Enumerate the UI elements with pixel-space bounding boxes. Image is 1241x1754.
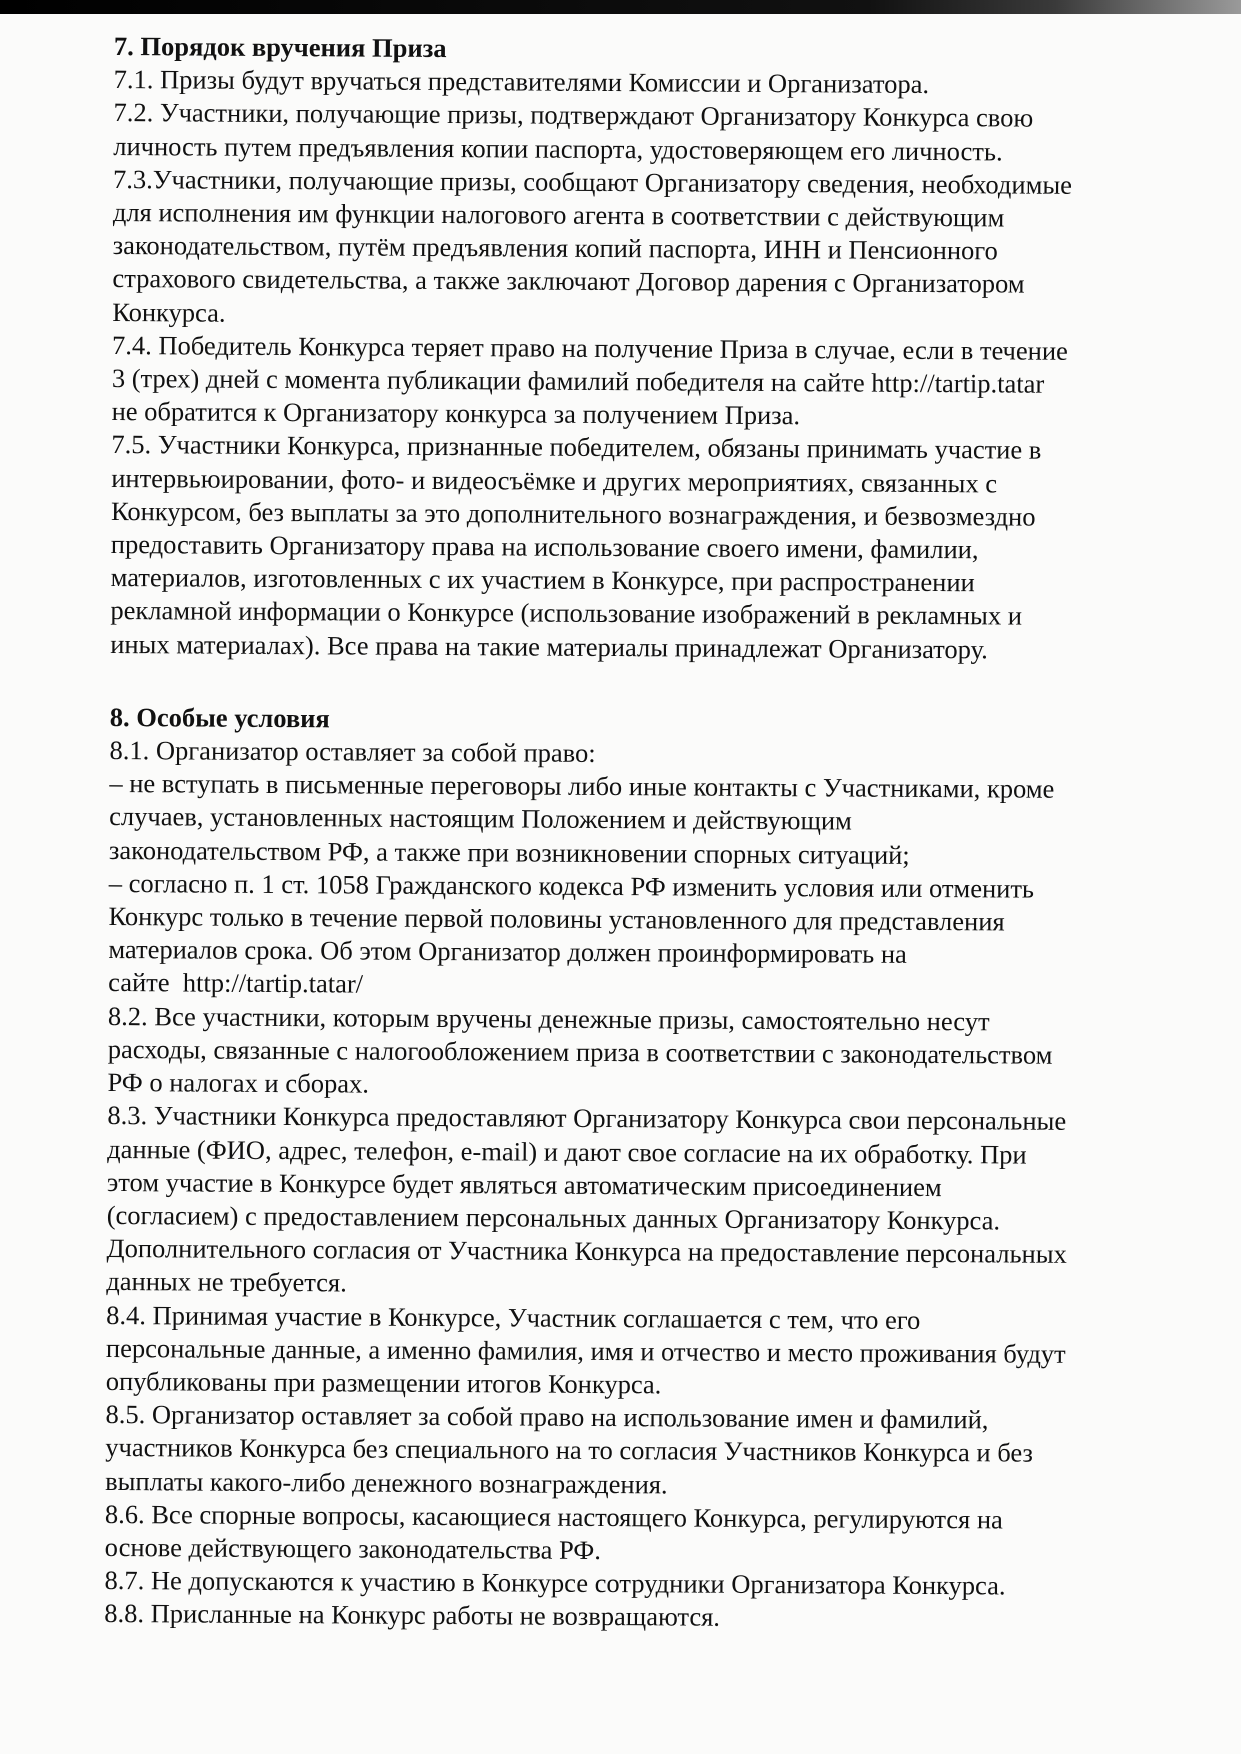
paragraph-line: – согласно п. 1 ст. 1058 Гражданского кодекса РФ изменить условия или отменить	[108, 867, 1035, 904]
paragraph-line: данные (ФИО, адрес, телефон, e-mail) и дают свое согласие на их обработку. При	[107, 1133, 1027, 1170]
paragraph-line: (согласием) с предоставлением персональных данных Организатору Конкурса.	[106, 1199, 1001, 1236]
paragraph-line: случаев, установленных настоящим Положением и действующим	[109, 801, 852, 836]
paragraph-line: выплаты какого-либо денежного вознаграждения.	[105, 1465, 668, 1499]
paragraph-line: 7.3.Участники, получающие призы, сообщают Организатору сведения, необходимые	[112, 163, 1073, 200]
paragraph-line: личность путем предъявления копии паспорта, удостоверяющем его личность.	[113, 130, 1003, 167]
paragraph-line: 8.3. Участники Конкурса предоставляют Организатору Конкурса свои персональные	[107, 1100, 1067, 1137]
paragraph-line: 8.7. Не допускаются к участию в Конкурсе сотрудники Организатора Конкурса.	[104, 1565, 1006, 1601]
section-special-conditions	[104, 701, 1170, 1637]
paragraph-line: 8.4. Принимая участие в Конкурсе, Участник соглашается с тем, что его	[106, 1299, 921, 1335]
paragraph-line: основе действующего законодательства РФ.	[104, 1531, 601, 1565]
paragraph-line: расходы, связанные с налогообложением приза в соответствии с законодательством	[107, 1033, 1053, 1070]
paragraph-line: РФ о налогах и сборах.	[107, 1067, 370, 1099]
paragraph-line: 8.1. Организатор оставляет за собой право:	[109, 735, 596, 769]
paragraph-line: материалов срока. Об этом Организатор должен проинформировать на	[108, 934, 907, 970]
paragraph-line: Конкурс только в течение первой половины установленного для представления	[108, 901, 1005, 937]
paragraph-line: 3 (трех) дней с момента публикации фамилий победителя на сайте http://tartip.tatar	[111, 363, 1045, 399]
paragraph-line: 8.8. Присланные на Конкурс работы не возвращаются.	[104, 1598, 721, 1633]
paragraph-line: 7.1. Призы будут вручаться представителями Комиссии и Организатора.	[113, 64, 930, 100]
paragraph-line: Конкурса.	[112, 296, 226, 328]
paragraph-line: 8.5. Организатор оставляет за собой право на использование имен и фамилий,	[105, 1399, 989, 1435]
section-heading: 8. Особые условия	[109, 701, 330, 734]
paragraph-line: 8.6. Все спорные вопросы, касающиеся настоящего Конкурса, регулируются на	[104, 1498, 1003, 1535]
paragraph-line: рекламной информации о Конкурсе (использование изображений в рекламных и	[110, 595, 1023, 632]
paragraph-line: Дополнительного согласия от Участника Конкурса на предоставление персональных	[106, 1233, 1067, 1269]
paragraph-line: участников Конкурса без специального на то согласия Участников Конкурса и без	[105, 1432, 1034, 1468]
paragraph-line: опубликованы при размещении итогов Конкурса.	[105, 1365, 662, 1400]
paragraph-line: материалов, изготовленных с их участием в Конкурсе, при распространении	[110, 562, 975, 598]
paragraph-line: для исполнения им функции налогового агента в соответствии с действующим	[112, 197, 1005, 233]
paragraph-line: предоставить Организатору права на использование своего имени, фамилии,	[110, 529, 979, 565]
paragraph-line: страхового свидетельства, а также заключают Договор дарения с Организатором	[112, 263, 1025, 299]
paragraph-line: – не вступать в письменные переговоры либо иные контакты с Участниками, кроме	[109, 768, 1055, 805]
paragraph-line: данных не требуется.	[106, 1266, 347, 1298]
section-heading: 7. Порядок вручения Приза	[113, 30, 447, 64]
section-gap	[110, 661, 1170, 707]
paragraph-line: Конкурсом, без выплаты за это дополнительного вознаграждения, и безвозмездно	[110, 495, 1036, 532]
paragraph-line: 7.4. Победитель Конкурса теряет право на получение Приза в случае, если в течение	[111, 329, 1068, 366]
paragraph-line: иных материалах). Все права на такие материалы принадлежат Организатору.	[110, 628, 988, 665]
paragraph-line: этом участие в Конкурсе будет являться автоматическим присоединением	[106, 1166, 942, 1202]
paragraph-line: не обратится к Организатору конкурса за получением Приза.	[111, 396, 801, 431]
paragraph-line: законодательством РФ, а также при возникновении спорных ситуаций;	[108, 834, 910, 870]
section-prize-award	[110, 30, 1174, 667]
document-body	[104, 30, 1174, 1637]
paragraph-line: сайте http://tartip.tatar/	[108, 967, 364, 1000]
scan-top-edge	[0, 0, 1241, 14]
paragraph-line: 7.2. Участники, получающие призы, подтверждают Организатору Конкурса свою	[113, 97, 1034, 134]
paragraph-line: 8.2. Все участники, которым вручены денежные призы, самостоятельно несут	[107, 1000, 990, 1037]
paragraph-line: законодательством, путём предъявления копий паспорта, ИНН и Пенсионного	[112, 230, 998, 266]
paragraph-line: 7.5. Участники Конкурса, признанные победителем, обязаны принимать участие в	[111, 429, 1042, 466]
paragraph-line: интервьюировании, фото- и видеосъёмке и других мероприятиях, связанных с	[111, 462, 998, 499]
paragraph-line: персональные данные, а именно фамилия, имя и отчество и место проживания будут	[105, 1332, 1066, 1369]
